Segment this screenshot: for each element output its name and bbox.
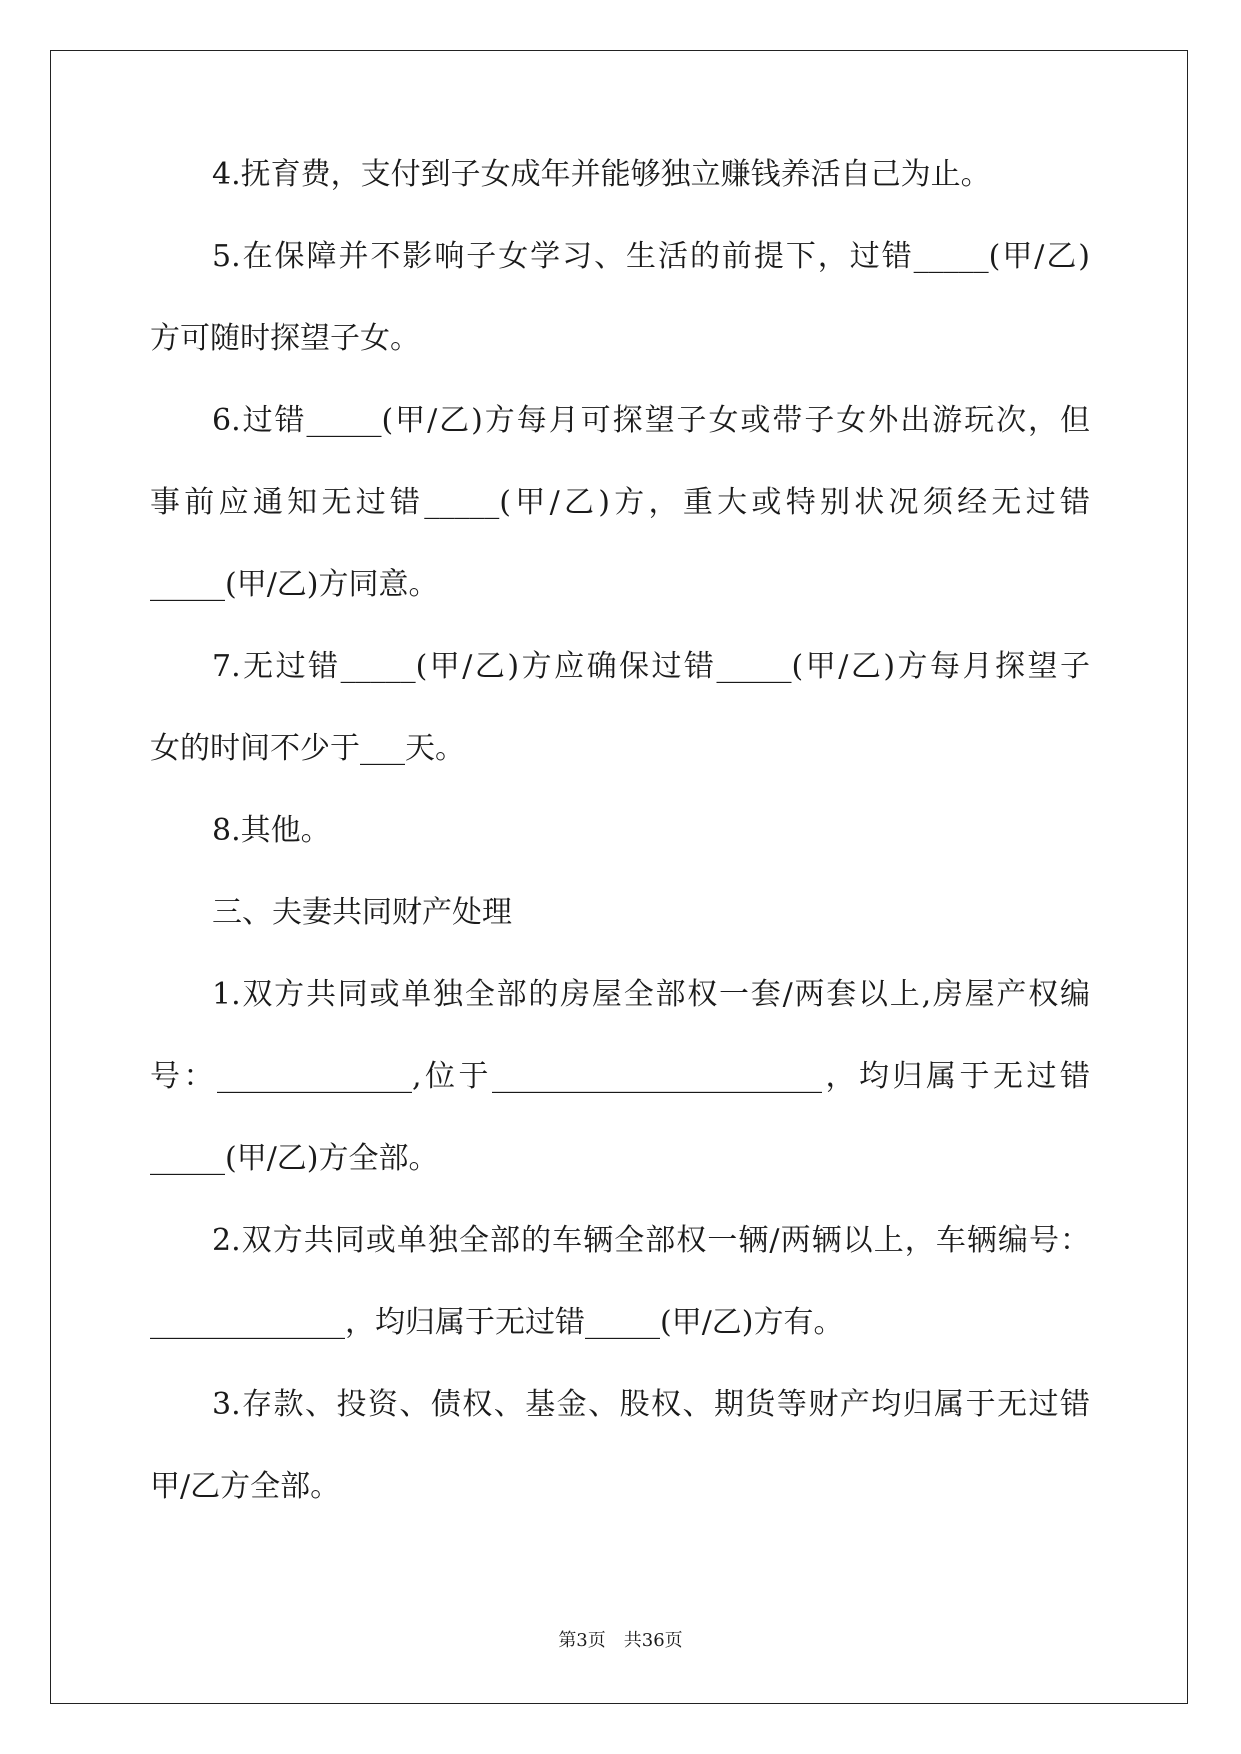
paragraph-line: 8.其他。 [212, 813, 331, 848]
paragraph-line: 4.抚育费，支付到子女成年并能够独立赚钱养活自己为止。 [212, 157, 991, 192]
paragraph-line: 甲/乙方全部。 [150, 1469, 341, 1504]
page-footer [0, 1630, 1241, 1652]
paragraph-line: 号：_____________,位于______________________，均归属于无过错 [150, 1059, 1090, 1094]
page-total: 共36页 [623, 1630, 683, 1651]
paragraph-line: 事前应通知无过错_____(甲/乙)方，重大或特别状况须经无过错 [150, 485, 1090, 520]
paragraph-line: _____________，均归属于无过错_____(甲/乙)方有。 [150, 1305, 844, 1340]
paragraph-line: 2.双方共同或单独全部的车辆全部权一辆/两辆以上，车辆编号： [212, 1223, 1090, 1258]
paragraph-line: 3.存款、投资、债权、基金、股权、期货等财产均归属于无过错 [212, 1387, 1090, 1422]
paragraph-line: 1.双方共同或单独全部的房屋全部权一套/两套以上,房屋产权编 [212, 977, 1090, 1012]
paragraph-line: _____(甲/乙)方全部。 [150, 1141, 439, 1176]
page-number: 第3页 [558, 1630, 606, 1651]
document-body [150, 158, 1090, 1552]
paragraph-line: _____(甲/乙)方同意。 [150, 567, 439, 602]
paragraph-line: 女的时间不少于___天。 [150, 731, 465, 766]
paragraph-line: 5.在保障并不影响子女学习、生活的前提下，过错_____(甲/乙) [212, 239, 1090, 274]
paragraph-line: 方可随时探望子女。 [150, 321, 420, 356]
section-heading: 三、夫妻共同财产处理 [212, 895, 512, 930]
paragraph-line: 6.过错_____(甲/乙)方每月可探望子女或带子女外出游玩次，但 [212, 403, 1090, 438]
paragraph-line: 7.无过错_____(甲/乙)方应确保过错_____(甲/乙)方每月探望子 [212, 649, 1090, 684]
